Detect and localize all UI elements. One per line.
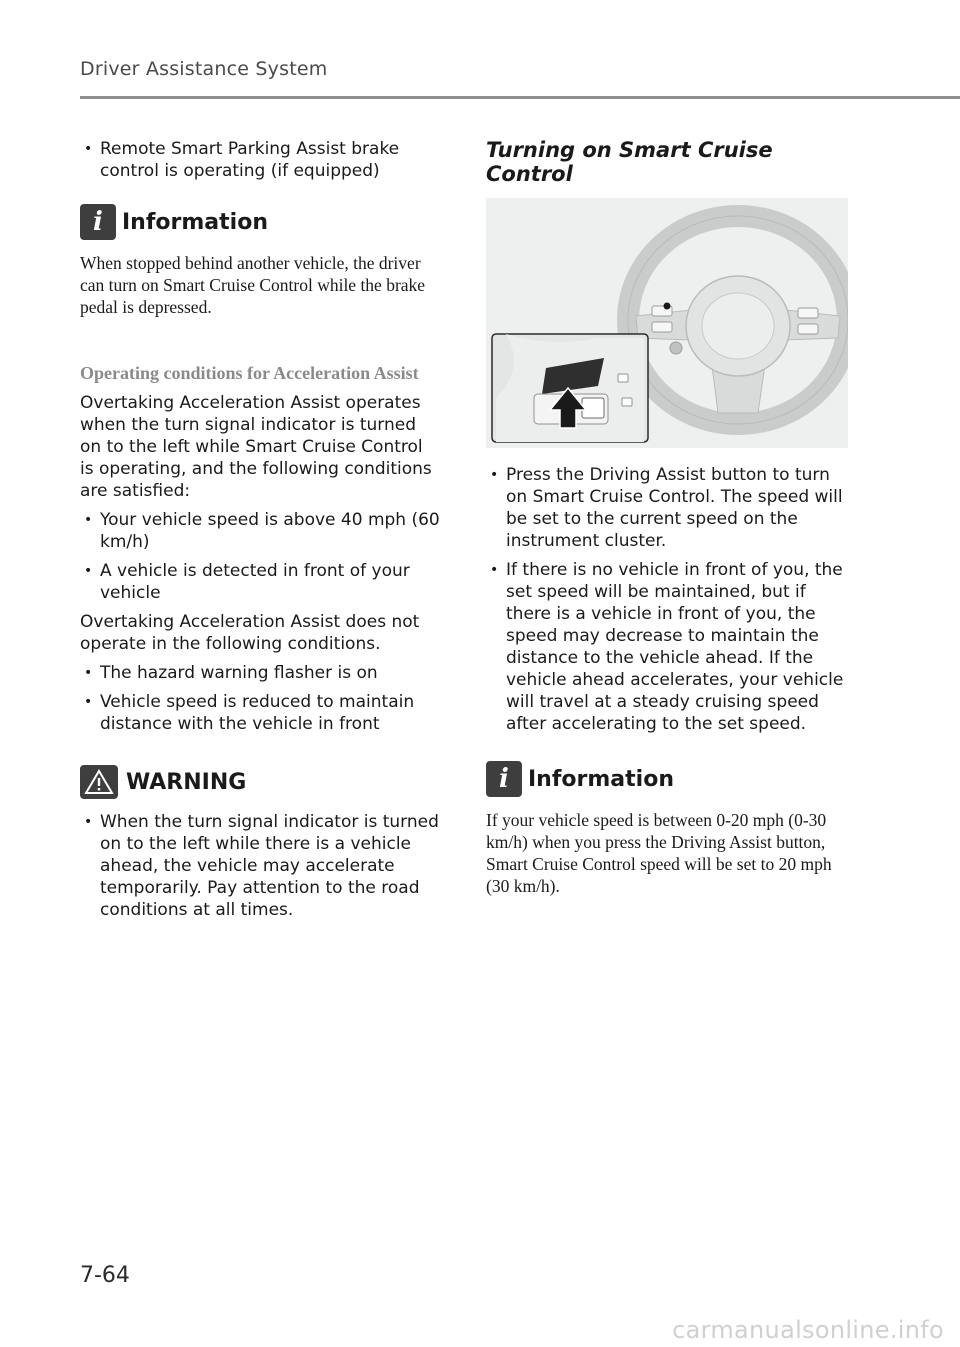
information-title: Information [122,209,268,235]
steering-wheel-illustration [486,198,848,448]
right-column [486,138,851,897]
info-icon: i [486,761,522,797]
paragraph: Overtaking Acceleration Assist does not operate in the following conditions. [80,612,420,654]
list-item: • Remote Smart Parking Assist brake control is operating (if equipped) [80,138,440,182]
warning-title: WARNING [126,769,247,795]
section-subheading: Operating conditions for Acceleration Assist [80,363,419,383]
page-number: 7-64 [80,1263,130,1288]
list-item: • Press the Driving Assist button to turn on Smart Cruise Control. The speed will be set to the current speed on the instrument cluster. [486,464,851,552]
page-header-title: Driver Assistance System [80,58,328,80]
information-body: When stopped behind another vehicle, the driver can turn on Smart Cruise Control while the brake pedal is depressed. [80,253,426,317]
list-item: • Your vehicle speed is above 40 mph (60 km/h) [80,509,440,553]
header-divider [80,96,960,99]
information-title: Information [528,766,674,792]
list-item: • When the turn signal indicator is turned on to the left while there is a vehicle ahead, the vehicle may accelerate temporarily. Pay attention to the road conditions at all times. [80,811,440,921]
paragraph: Overtaking Acceleration Assist operates when the turn signal indicator is turned on to the left while Smart Cruise Control is operating, and the following conditions are satisfied: [80,393,432,501]
info-icon: i [80,204,116,240]
information-note-1 [80,204,440,318]
warning-note [80,765,440,921]
list-item: • If there is no vehicle in front of you, the set speed will be maintained, but if there is a vehicle in front of you, the speed may decrease to maintain the distance to the vehicle ahead. If the vehicle ahead accelerates, your vehicle will travel at a steady cruising speed after accelerating to the set speed. [486,559,851,735]
list-item: • Vehicle speed is reduced to maintain distance with the vehicle in front [80,691,440,735]
information-note-2 [486,761,851,897]
information-body: If your vehicle speed is between 0-20 mph (0-30 km/h) when you press the Driving Assist button, Smart Cruise Control speed will be set to 20 mph (30 km/h). [486,810,832,896]
list-item: • The hazard warning flasher is on [80,662,440,684]
list-item: • A vehicle is detected in front of your vehicle [80,560,440,604]
left-column [80,138,440,928]
section-title: Turning on Smart Cruise Control [486,138,773,186]
watermark-brand: carmanualsonline.info [672,1316,944,1344]
warning-icon [80,765,118,799]
